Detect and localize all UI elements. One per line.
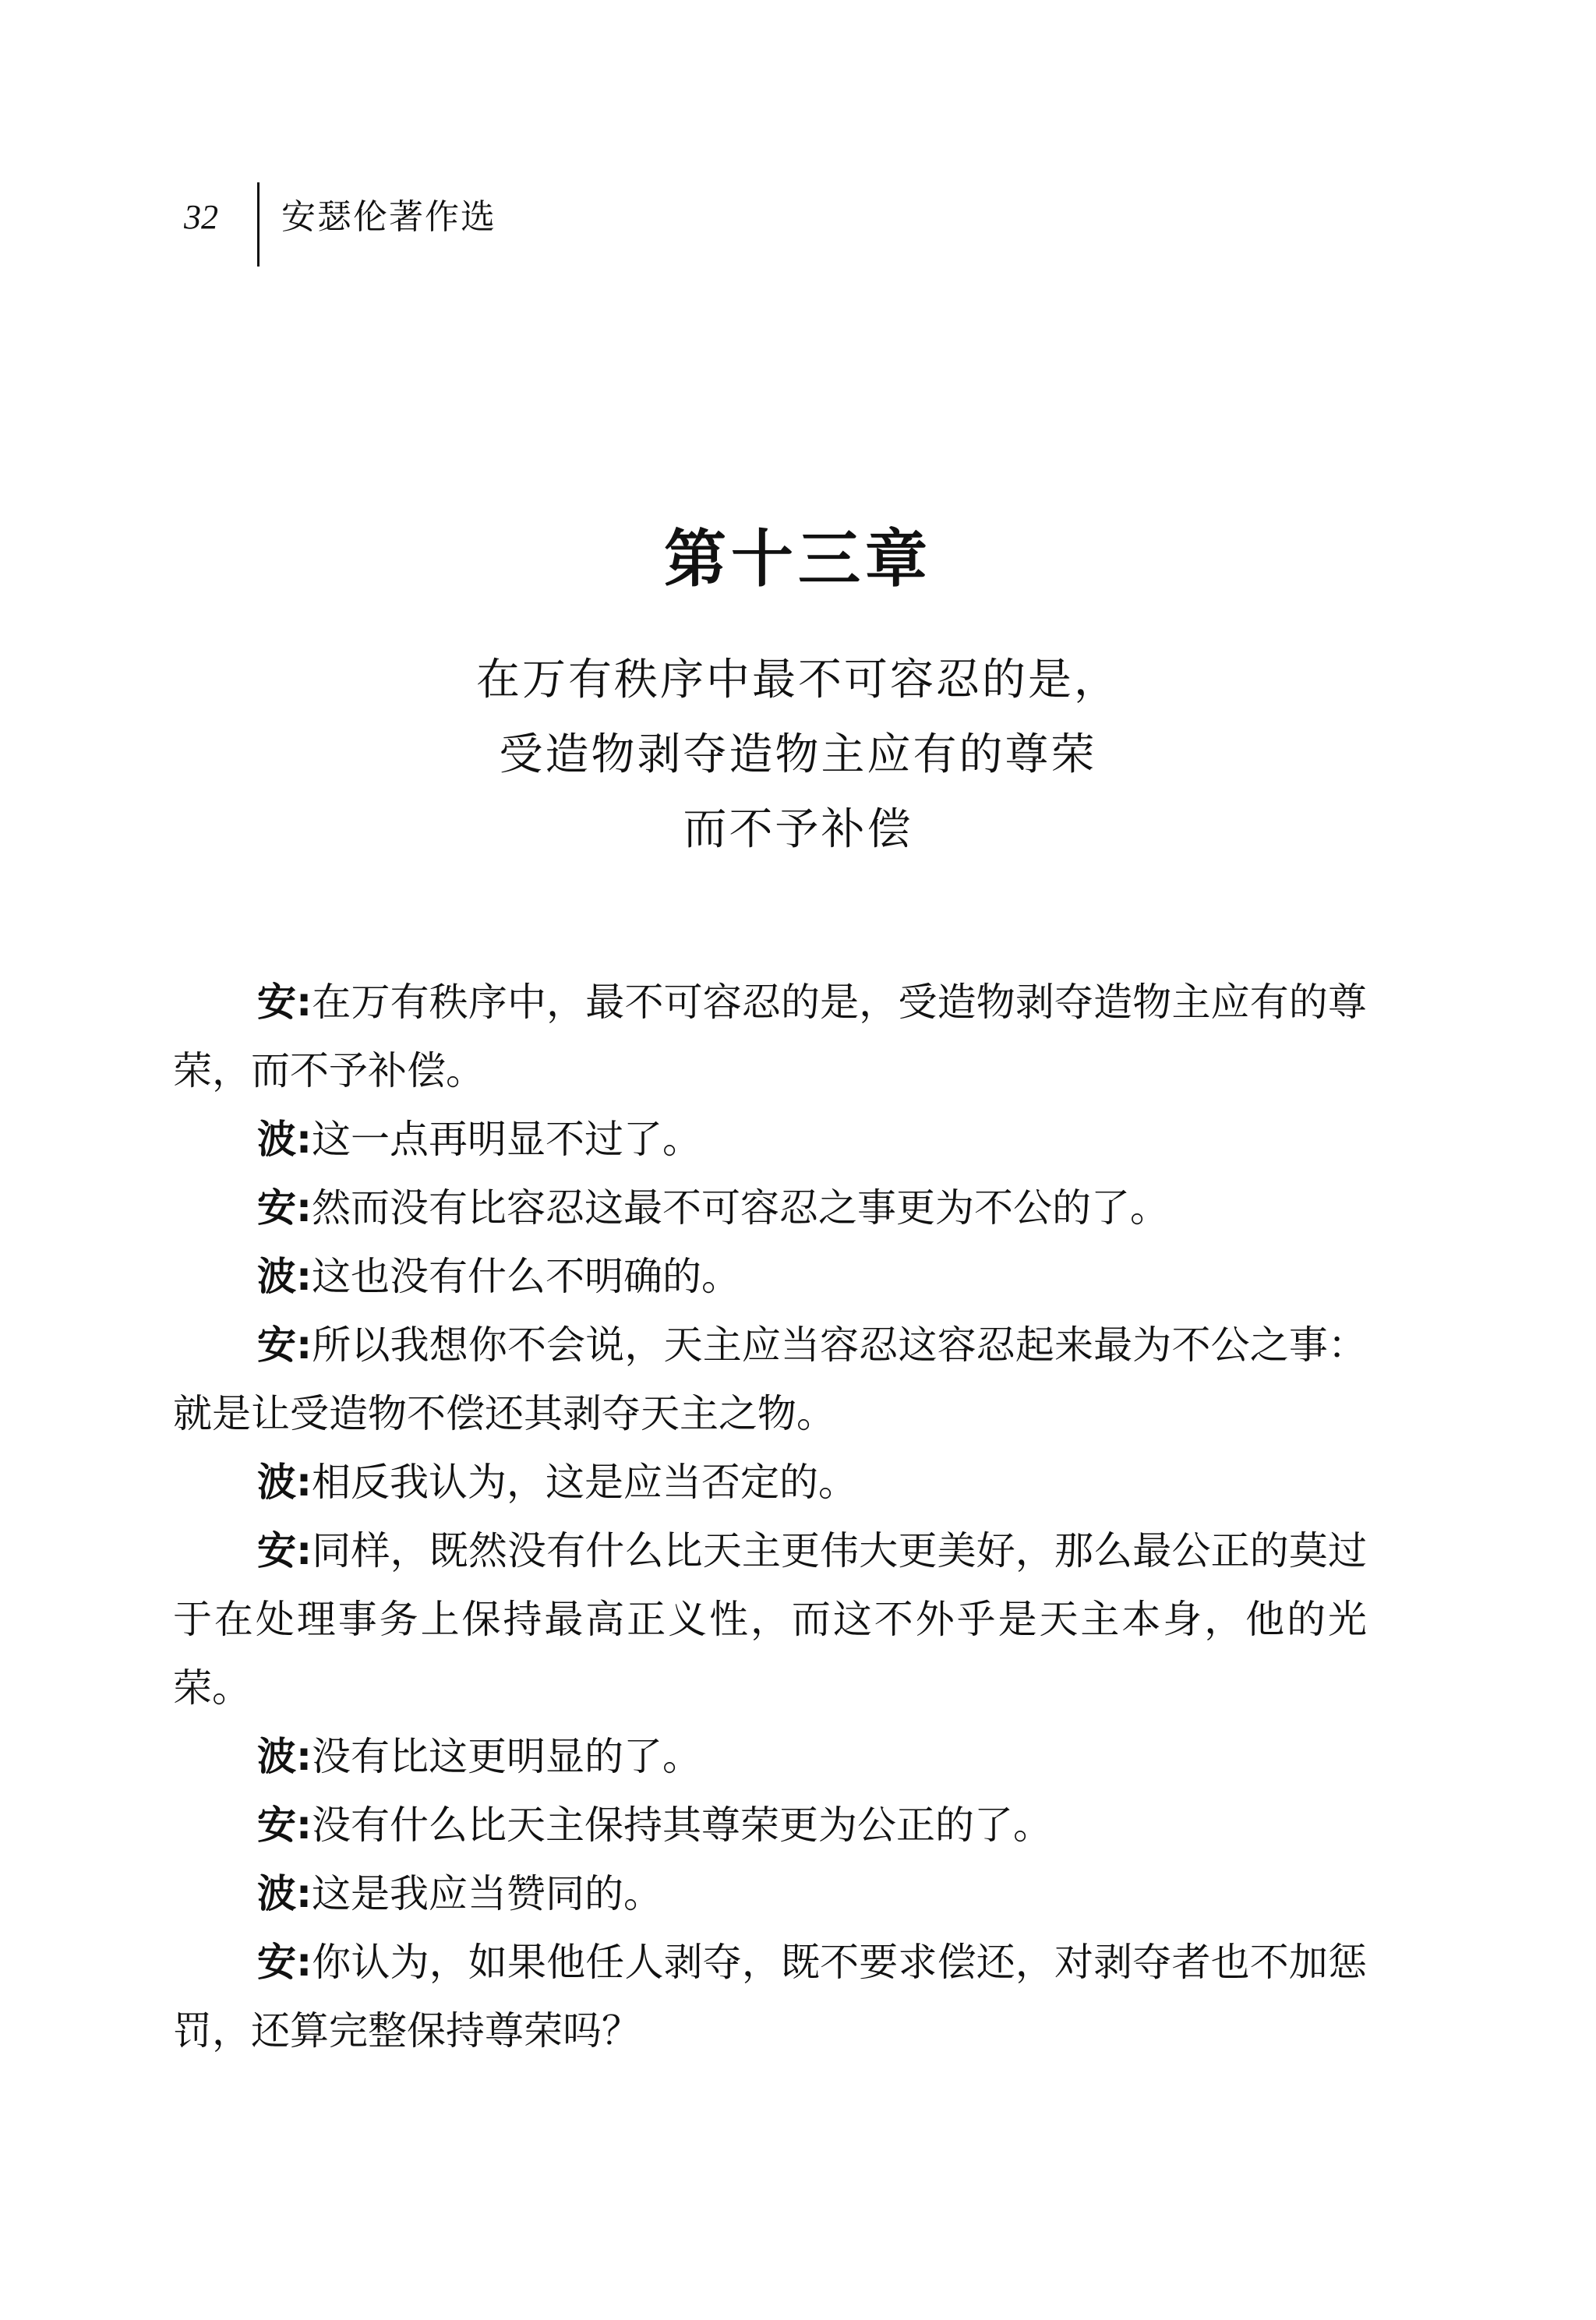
speaker-separator: : [296, 1734, 312, 1779]
speaker-separator: : [296, 1528, 312, 1573]
running-head-title: 安瑟伦著作选 [281, 197, 496, 237]
dialogue-paragraph [173, 968, 1367, 1105]
dialogue-paragraph [173, 1448, 1367, 1517]
speaker-separator: : [296, 1117, 312, 1162]
dialogue-text: 在万有秩序中，最不可容忍的是，受造物剥夺造物主应有的尊荣，而不予补偿。 [173, 980, 1368, 1093]
speaker-label: 安 [257, 980, 297, 1025]
speaker-label: 安 [257, 1185, 296, 1231]
dialogue-text: 这是我应当赞同的。 [312, 1871, 662, 1916]
header-divider [257, 182, 260, 267]
speaker-label: 安 [257, 1940, 297, 1985]
speaker-label: 波 [257, 1871, 296, 1916]
dialogue-paragraph [173, 1859, 1367, 1928]
speaker-separator: : [296, 1254, 312, 1299]
dialogue-text: 这一点再明显不过了。 [312, 1117, 701, 1162]
dialogue-text: 你认为，如果他任人剥夺，既不要求偿还，对剥夺者也不加惩罚，还算完整保持尊荣吗？ [173, 1940, 1368, 2053]
speaker-label: 安 [257, 1528, 297, 1573]
dialogue-paragraph [173, 1791, 1367, 1859]
page-number: 32 [184, 198, 218, 236]
speaker-separator: : [296, 980, 312, 1025]
dialogue-text: 相反我认为，这是应当否定的。 [312, 1460, 857, 1505]
dialogue-text: 然而没有比容忍这最不可容忍之事更为不公的了。 [312, 1185, 1169, 1231]
subtitle-line: 而不予补偿 [683, 804, 913, 855]
speaker-separator: : [296, 1940, 312, 1985]
speaker-label: 波 [257, 1254, 296, 1299]
speaker-separator: : [296, 1803, 312, 1848]
dialogue-paragraph [173, 1928, 1367, 2065]
speaker-separator: : [296, 1871, 312, 1916]
dialogue-body [173, 968, 1367, 2065]
chapter-title: 第十三章 [664, 523, 932, 595]
dialogue-paragraph [173, 1517, 1367, 1722]
dialogue-text: 没有什么比天主保持其尊荣更为公正的了。 [312, 1803, 1052, 1848]
speaker-label: 波 [257, 1117, 296, 1162]
speaker-separator: : [296, 1185, 312, 1231]
dialogue-text: 同样，既然没有什么比天主更伟大更美好，那么最公正的莫过于在处理事务上保持最高正义性，而这不外乎是天主本身，他的光荣。 [173, 1528, 1368, 1711]
dialogue-text: 这也没有什么不明确的。 [312, 1254, 740, 1299]
speaker-label: 波 [257, 1734, 296, 1779]
chapter-subtitle [0, 643, 1596, 867]
dialogue-text: 所以我想你不会说，天主应当容忍这容忍起来最为不公之事：就是让受造物不偿还其剥夺天主之物。 [173, 1322, 1368, 1436]
dialogue-paragraph [173, 1242, 1367, 1311]
subtitle-line: 受造物剥夺造物主应有的尊荣 [499, 729, 1097, 780]
dialogue-text: 没有比这更明显的了。 [312, 1734, 701, 1779]
speaker-label: 安 [257, 1322, 297, 1368]
dialogue-paragraph [173, 1174, 1367, 1242]
dialogue-paragraph [173, 1311, 1367, 1448]
speaker-label: 安 [257, 1803, 296, 1848]
dialogue-paragraph [173, 1722, 1367, 1791]
subtitle-line: 在万有秩序中最不可容忍的是， [476, 655, 1120, 705]
speaker-separator: : [296, 1322, 312, 1368]
speaker-label: 波 [257, 1460, 296, 1505]
dialogue-paragraph [173, 1105, 1367, 1174]
speaker-separator: : [296, 1460, 312, 1505]
